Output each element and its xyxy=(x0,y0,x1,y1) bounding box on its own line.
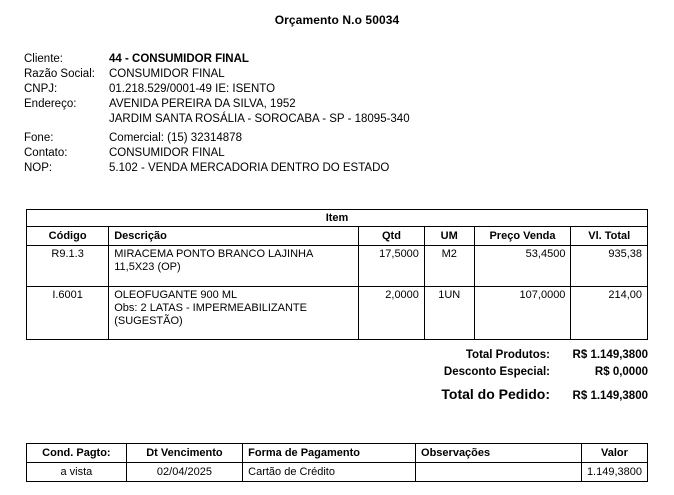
table-row xyxy=(27,287,648,340)
customer-value-razao-social: CONSUMIDOR FINAL xyxy=(109,68,225,80)
total-pedido-row xyxy=(441,386,648,402)
customer-label-fone: Fone: xyxy=(24,132,54,144)
payment-col-valor: Valor xyxy=(581,444,647,463)
items-col-descricao: Descrição xyxy=(109,227,359,246)
table-row xyxy=(27,463,648,482)
customer-label-nop: NOP: xyxy=(24,162,53,174)
customer-info-block xyxy=(24,53,644,177)
item-codigo: R9.1.3 xyxy=(27,246,109,287)
item-descricao-line: OLEOFUGANTE 900 ML xyxy=(114,289,238,301)
item-um: 1UN xyxy=(424,287,474,340)
customer-label-endereco: Endereço: xyxy=(24,98,77,110)
payment-col-dt-vencimento: Dt Vencimento xyxy=(126,444,242,463)
customer-row-razao-social xyxy=(24,68,410,83)
item-descricao-line: MIRACEMA PONTO BRANCO LAJINHA xyxy=(114,248,314,260)
customer-row-nop xyxy=(24,162,410,177)
customer-label-cnpj: CNPJ: xyxy=(24,83,58,95)
customer-row-cnpj xyxy=(24,83,410,98)
customer-label-endereco-cont xyxy=(24,113,109,128)
customer-row-contato xyxy=(24,147,410,162)
item-qtd: 17,5000 xyxy=(359,246,425,287)
payment-observacoes xyxy=(416,463,582,482)
table-row xyxy=(27,246,648,287)
item-qtd: 2,0000 xyxy=(359,287,425,340)
item-preco-venda: 53,4500 xyxy=(474,246,571,287)
totals-block xyxy=(441,349,648,407)
payment-table xyxy=(26,443,648,482)
customer-row-endereco xyxy=(24,98,410,113)
payment-dt-vencimento: 02/04/2025 xyxy=(126,463,242,482)
item-descricao-line: Obs: 2 LATAS - IMPERMEABILIZANTE xyxy=(114,302,307,314)
customer-value-cnpj: 01.218.529/0001-49 IE: ISENTO xyxy=(109,83,276,95)
total-produtos-value: R$ 1.149,3800 xyxy=(572,349,648,361)
payment-header-row xyxy=(27,444,648,463)
items-col-preco-venda: Preço Venda xyxy=(474,227,571,246)
payment-col-cond-pagto: Cond. Pagto: xyxy=(27,444,127,463)
item-preco-venda: 107,0000 xyxy=(474,287,571,340)
items-col-vl-total: Vl. Total xyxy=(571,227,648,246)
item-vl-total: 935,38 xyxy=(571,246,648,287)
customer-value-endereco-cont: JARDIM SANTA ROSÁLIA - SOROCABA - SP - 18095-340 xyxy=(109,113,410,125)
desconto-especial-value: R$ 0,0000 xyxy=(594,366,648,378)
item-descricao xyxy=(109,287,359,340)
items-col-codigo: Código xyxy=(27,227,109,246)
customer-row-fone xyxy=(24,132,410,147)
customer-label-razao-social: Razão Social: xyxy=(24,68,95,80)
page-title: Orçamento N.o 50034 xyxy=(274,13,400,27)
total-pedido-value: R$ 1.149,3800 xyxy=(572,390,648,402)
customer-value-nop: 5.102 - VENDA MERCADORIA DENTRO DO ESTADO xyxy=(109,162,390,174)
total-pedido-label: Total do Pedido: xyxy=(441,386,550,402)
items-group-header: Item xyxy=(27,210,648,227)
items-group-header-row xyxy=(27,210,648,227)
payment-cond-pagto: a vista xyxy=(27,463,127,482)
total-produtos-label: Total Produtos: xyxy=(465,349,550,361)
customer-value-cliente: 44 - CONSUMIDOR FINAL xyxy=(109,53,249,65)
item-um: M2 xyxy=(424,246,474,287)
customer-row-cliente xyxy=(24,53,410,68)
item-descricao-line: 11,5X23 (OP) xyxy=(114,261,181,273)
items-col-qtd: Qtd xyxy=(359,227,425,246)
payment-forma-pagamento: Cartão de Crédito xyxy=(243,463,416,482)
item-descricao-line: (SUGESTÃO) xyxy=(114,315,183,327)
payment-valor: 1.149,3800 xyxy=(581,463,647,482)
items-table xyxy=(26,209,648,340)
customer-value-endereco: AVENIDA PEREIRA DA SILVA, 1952 xyxy=(109,98,296,110)
customer-label-cliente: Cliente: xyxy=(24,53,63,65)
customer-label-contato: Contato: xyxy=(24,147,68,159)
total-produtos-row xyxy=(441,349,648,361)
desconto-especial-label: Desconto Especial: xyxy=(443,366,550,378)
item-vl-total: 214,00 xyxy=(571,287,648,340)
customer-value-fone: Comercial: (15) 32314878 xyxy=(109,132,242,144)
item-descricao xyxy=(109,246,359,287)
payment-col-observacoes: Observações xyxy=(416,444,582,463)
desconto-especial-row xyxy=(441,366,648,378)
items-col-um: UM xyxy=(424,227,474,246)
payment-col-forma-pagamento: Forma de Pagamento xyxy=(243,444,416,463)
customer-info-table xyxy=(24,53,410,177)
customer-value-contato: CONSUMIDOR FINAL xyxy=(109,147,225,159)
customer-row-endereco-cont xyxy=(24,113,410,128)
items-column-header-row xyxy=(27,227,648,246)
item-codigo: I.6001 xyxy=(27,287,109,340)
